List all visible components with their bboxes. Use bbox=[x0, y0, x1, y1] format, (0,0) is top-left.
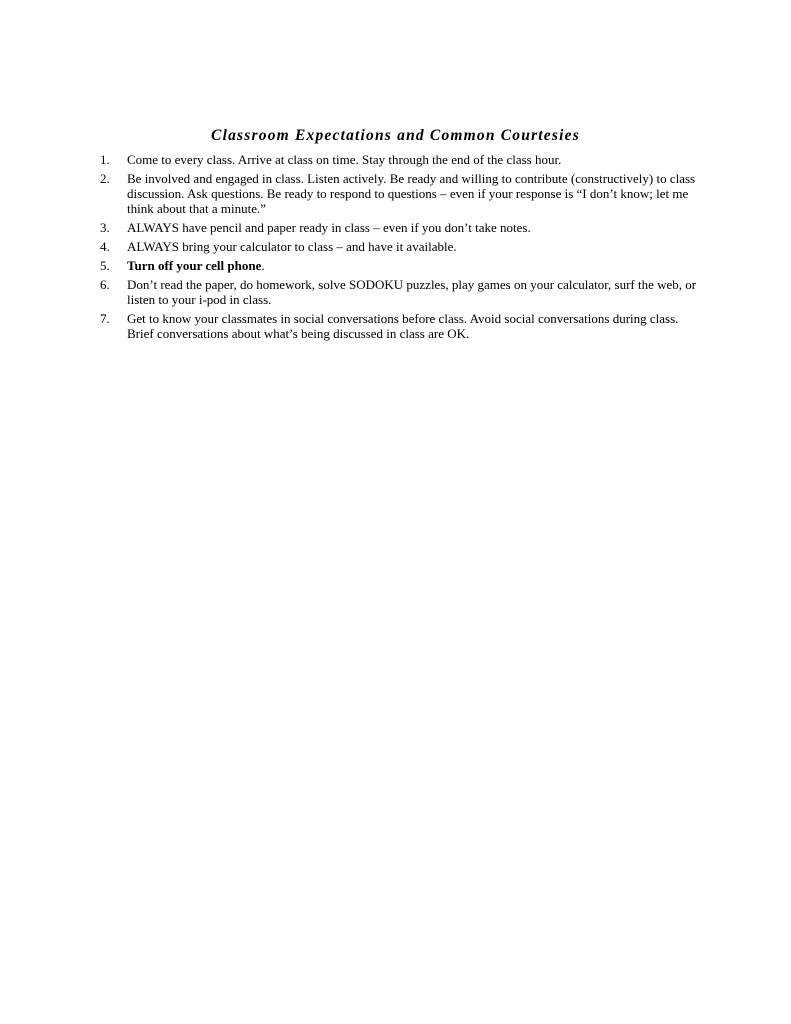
rule-trailing-text: . bbox=[261, 258, 265, 273]
list-item bbox=[100, 277, 700, 307]
rule-text: Don’t read the paper, do homework, solve SODOKU puzzles, play games on your calculator, surf the web, or listen to your i-pod in class. bbox=[127, 277, 697, 307]
list-item bbox=[100, 152, 700, 167]
rule-number: 3. bbox=[100, 220, 110, 235]
list-item bbox=[100, 239, 700, 254]
rule-number: 7. bbox=[100, 311, 110, 326]
rule-text: Come to every class. Arrive at class on time. Stay through the end of the class hour. bbox=[127, 152, 562, 167]
rule-number: 6. bbox=[100, 277, 110, 292]
rule-number: 1. bbox=[100, 152, 110, 167]
rule-text: ALWAYS bring your calculator to class – and have it available. bbox=[127, 239, 457, 254]
document-title: Classroom Expectations and Common Courtesies bbox=[211, 127, 580, 144]
rule-number: 5. bbox=[100, 258, 110, 273]
list-item bbox=[100, 171, 700, 216]
rule-number: 4. bbox=[100, 239, 110, 254]
rule-text: Get to know your classmates in social conversations before class. Avoid social conversations during class. Brief conversations about what’s being discussed in class are OK. bbox=[127, 311, 679, 341]
rule-number: 2. bbox=[100, 171, 110, 186]
rule-text: ALWAYS have pencil and paper ready in class – even if you don’t take notes. bbox=[127, 220, 531, 235]
rule-bold-text: Turn off your cell phone bbox=[127, 258, 262, 273]
list-item bbox=[100, 220, 700, 235]
list-item bbox=[100, 311, 700, 341]
rules-list bbox=[100, 152, 700, 345]
list-item bbox=[100, 258, 700, 273]
rule-text bbox=[127, 258, 700, 273]
rule-text: Be involved and engaged in class. Listen actively. Be ready and willing to contribute (constructively) to class discussion. Ask questions. Be ready to respond to questions – even if your response is “I don’t know; let me think about that a minute.” bbox=[127, 171, 696, 216]
